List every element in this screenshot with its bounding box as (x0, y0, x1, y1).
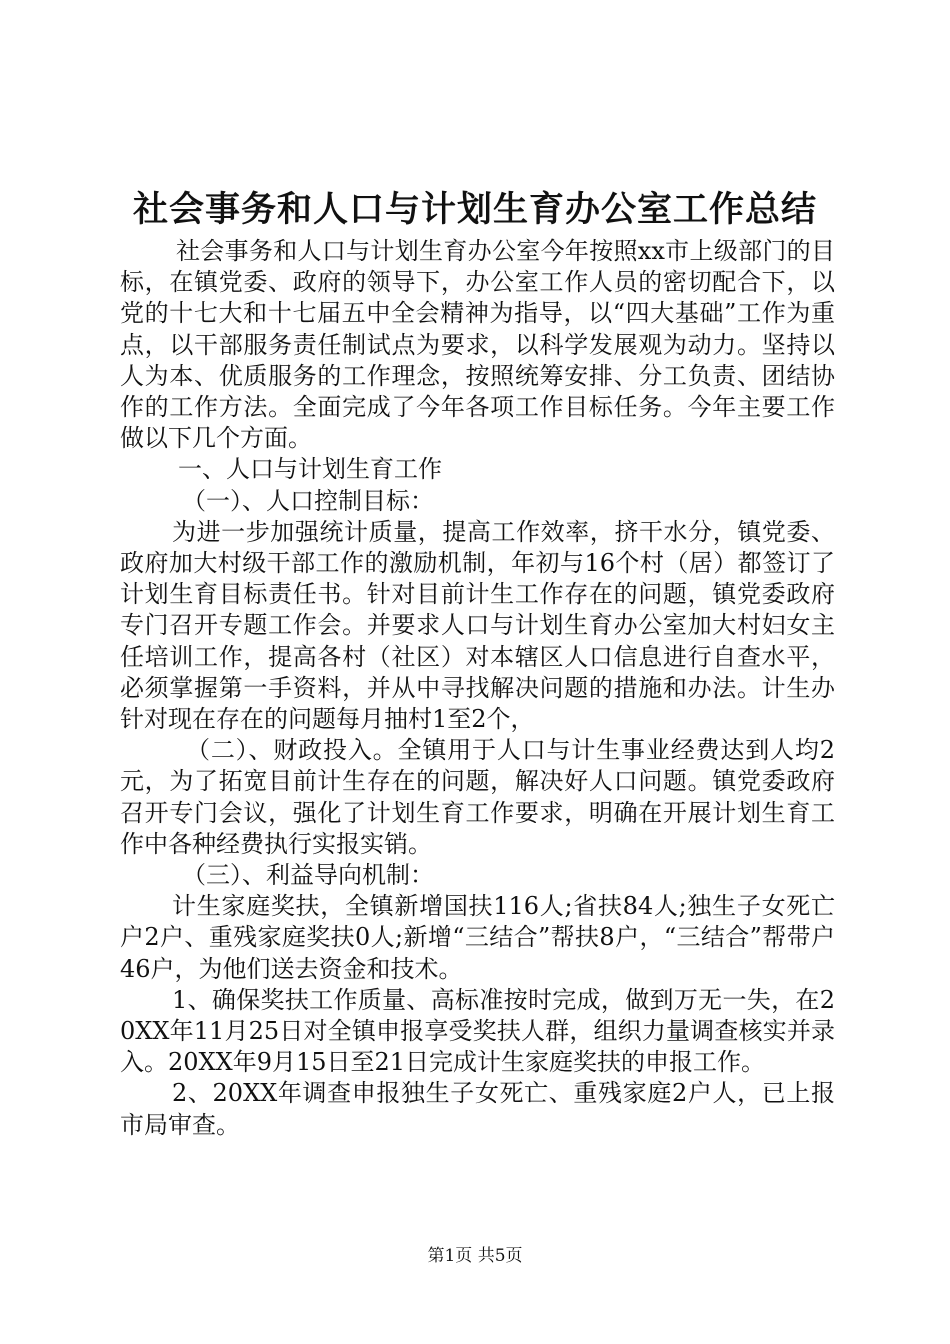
paragraph-intro: 社会事务和人口与计划生育办公室今年按照xx市上级部门的目标，在镇党委、政府的领导下，办公室工作人员的密切配合下，以党的十七大和十七届五中全会精神为指导，以“四大基础”工作为重点，以干部服务责任制试点为要求，以科学发展观为动力。坚持以人为本、优质服务的工作理念，按照统筹安排、分工负责、团结协作的工作方法。全面完成了今年各项工作目标任务。今年主要工作做以下几个方面。 (120, 237, 835, 453)
paragraph-population-control: 为进一步加强统计质量，提高工作效率，挤干水分，镇党委、政府加大村级干部工作的激励机制，年初与16个村（居）都签订了计划生育目标责任书。针对目前计生工作存在的问题，镇党委政府专门召开专题工作会。并要求人口与计划生育办公室加大村妇女主任培训工作，提高各村（社区）对本辖区人口信息进行自查水平，必须掌握第一手资料，并从中寻找解决问题的措施和办法。计生办针对现在存在的问题每月抽村1至2个， (120, 517, 835, 734)
paragraph-item-2: 2、20XX年调查申报独生子女死亡、重残家庭2户人，已上报市局审查。 (120, 1079, 835, 1139)
section-heading-1: 一、人口与计划生育工作 (178, 455, 442, 484)
paragraph-financial-investment: （二）、财政投入。全镇用于人口与计生事业经费达到人均2元，为了拓宽目前计生存在的问题，解决好人口问题。镇党委政府召开专门会议，强化了计划生育工作要求，明确在开展计划生育工作中各种经费执行实报实销。 (120, 736, 835, 858)
paragraph-family-rewards: 计生家庭奖扶，全镇新增国扶116人;省扶84人;独生子女死亡户2户、重残家庭奖扶0人;新增“三结合”帮扶8户，“三结合”帮带户46户，为他们送去资金和技术。 (120, 892, 835, 983)
subsection-heading-1: （一）、人口控制目标： (182, 486, 434, 515)
subsection-heading-3: （三）、利益导向机制： (182, 861, 434, 890)
document-title: 社会事务和人口与计划生育办公室工作总结 (132, 189, 817, 230)
paragraph-item-1: 1、确保奖扶工作质量、高标准按时完成，做到万无一失，在20XX年11月25日对全镇申报享受奖扶人群，组织力量调查核实并录入。20XX年9月15日至21日完成计生家庭奖扶的申报工作。 (120, 985, 835, 1077)
page-footer: 第1页 共5页 (427, 1246, 523, 1266)
document-body (120, 236, 835, 1141)
